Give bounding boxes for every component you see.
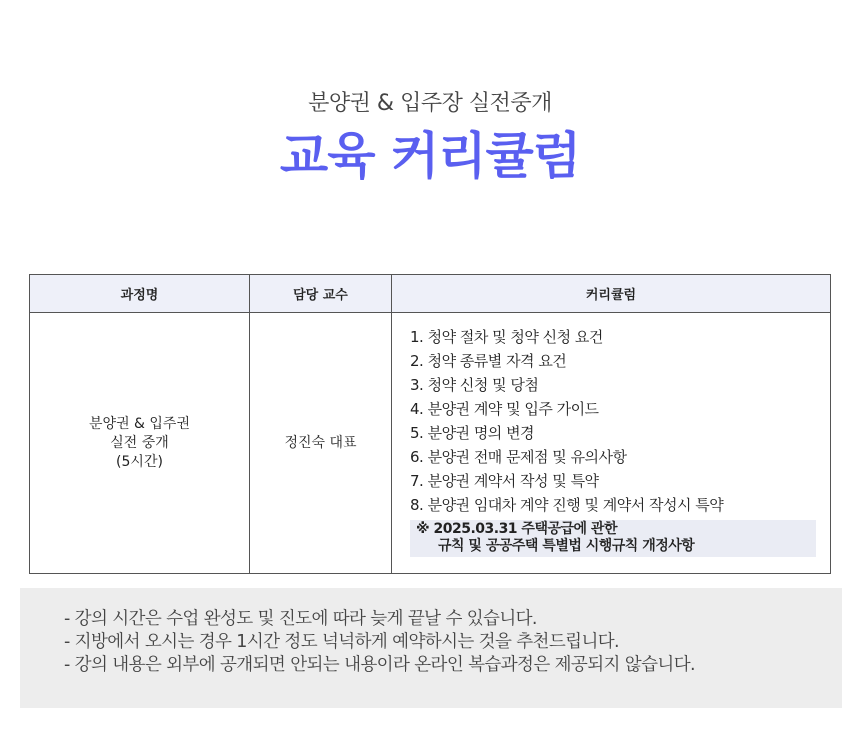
list-item: 2. 청약 종류별 자격 요건 bbox=[410, 352, 567, 370]
list-item: 6. 분양권 전매 문제점 및 유의사항 bbox=[410, 448, 627, 466]
course-name-line: 분양권 & 입주권 bbox=[89, 415, 190, 432]
list-item: 5. 분양권 명의 변경 bbox=[410, 424, 535, 442]
list-item: 7. 분양권 계약서 작성 및 특약 bbox=[410, 472, 599, 490]
list-item: 4. 분양권 계약 및 입주 가이드 bbox=[410, 400, 599, 418]
curriculum-list bbox=[410, 325, 816, 517]
notice-line: - 지방에서 오시는 경우 1시간 정도 넉넉하게 예약하시는 것을 추천드립니다. bbox=[64, 632, 620, 652]
revision-note bbox=[410, 520, 816, 557]
course-name-cell bbox=[30, 313, 250, 574]
header-professor: 담당 교수 bbox=[250, 275, 392, 313]
notice-box bbox=[20, 588, 842, 708]
list-item: 3. 청약 신청 및 당첨 bbox=[410, 376, 539, 394]
course-duration: (5시간) bbox=[116, 453, 163, 470]
curriculum-table bbox=[29, 274, 831, 574]
list-item: 1. 청약 절차 및 청약 신청 요건 bbox=[410, 328, 603, 346]
notice-line: - 강의 내용은 외부에 공개되면 안되는 내용이라 온라인 복습과정은 제공되지 않습니다. bbox=[64, 655, 695, 675]
course-name-line: 실전 중개 bbox=[110, 434, 169, 451]
page-subtitle: 분양권 & 입주장 실전중개 bbox=[308, 91, 552, 116]
table-row bbox=[30, 313, 831, 574]
header-curriculum: 커리큘럼 bbox=[392, 275, 831, 313]
header-course-name: 과정명 bbox=[30, 275, 250, 313]
table-header-row bbox=[30, 275, 831, 313]
professor-cell bbox=[250, 313, 392, 574]
list-item: 8. 분양권 임대차 계약 진행 및 계약서 작성시 특약 bbox=[410, 496, 724, 514]
revision-note-line: 규칙 및 공공주택 특별법 시행규칙 개정사항 bbox=[438, 538, 695, 554]
revision-note-line: ※ 2025.03.31 주택공급에 관한 bbox=[416, 521, 617, 537]
professor-name: 정진숙 대표 bbox=[284, 434, 357, 451]
notice-line: - 강의 시간은 수업 완성도 및 진도에 따라 늦게 끝날 수 있습니다. bbox=[64, 609, 537, 629]
curriculum-cell bbox=[392, 313, 831, 574]
page-title: 교육 커리큘럼 bbox=[279, 127, 581, 185]
